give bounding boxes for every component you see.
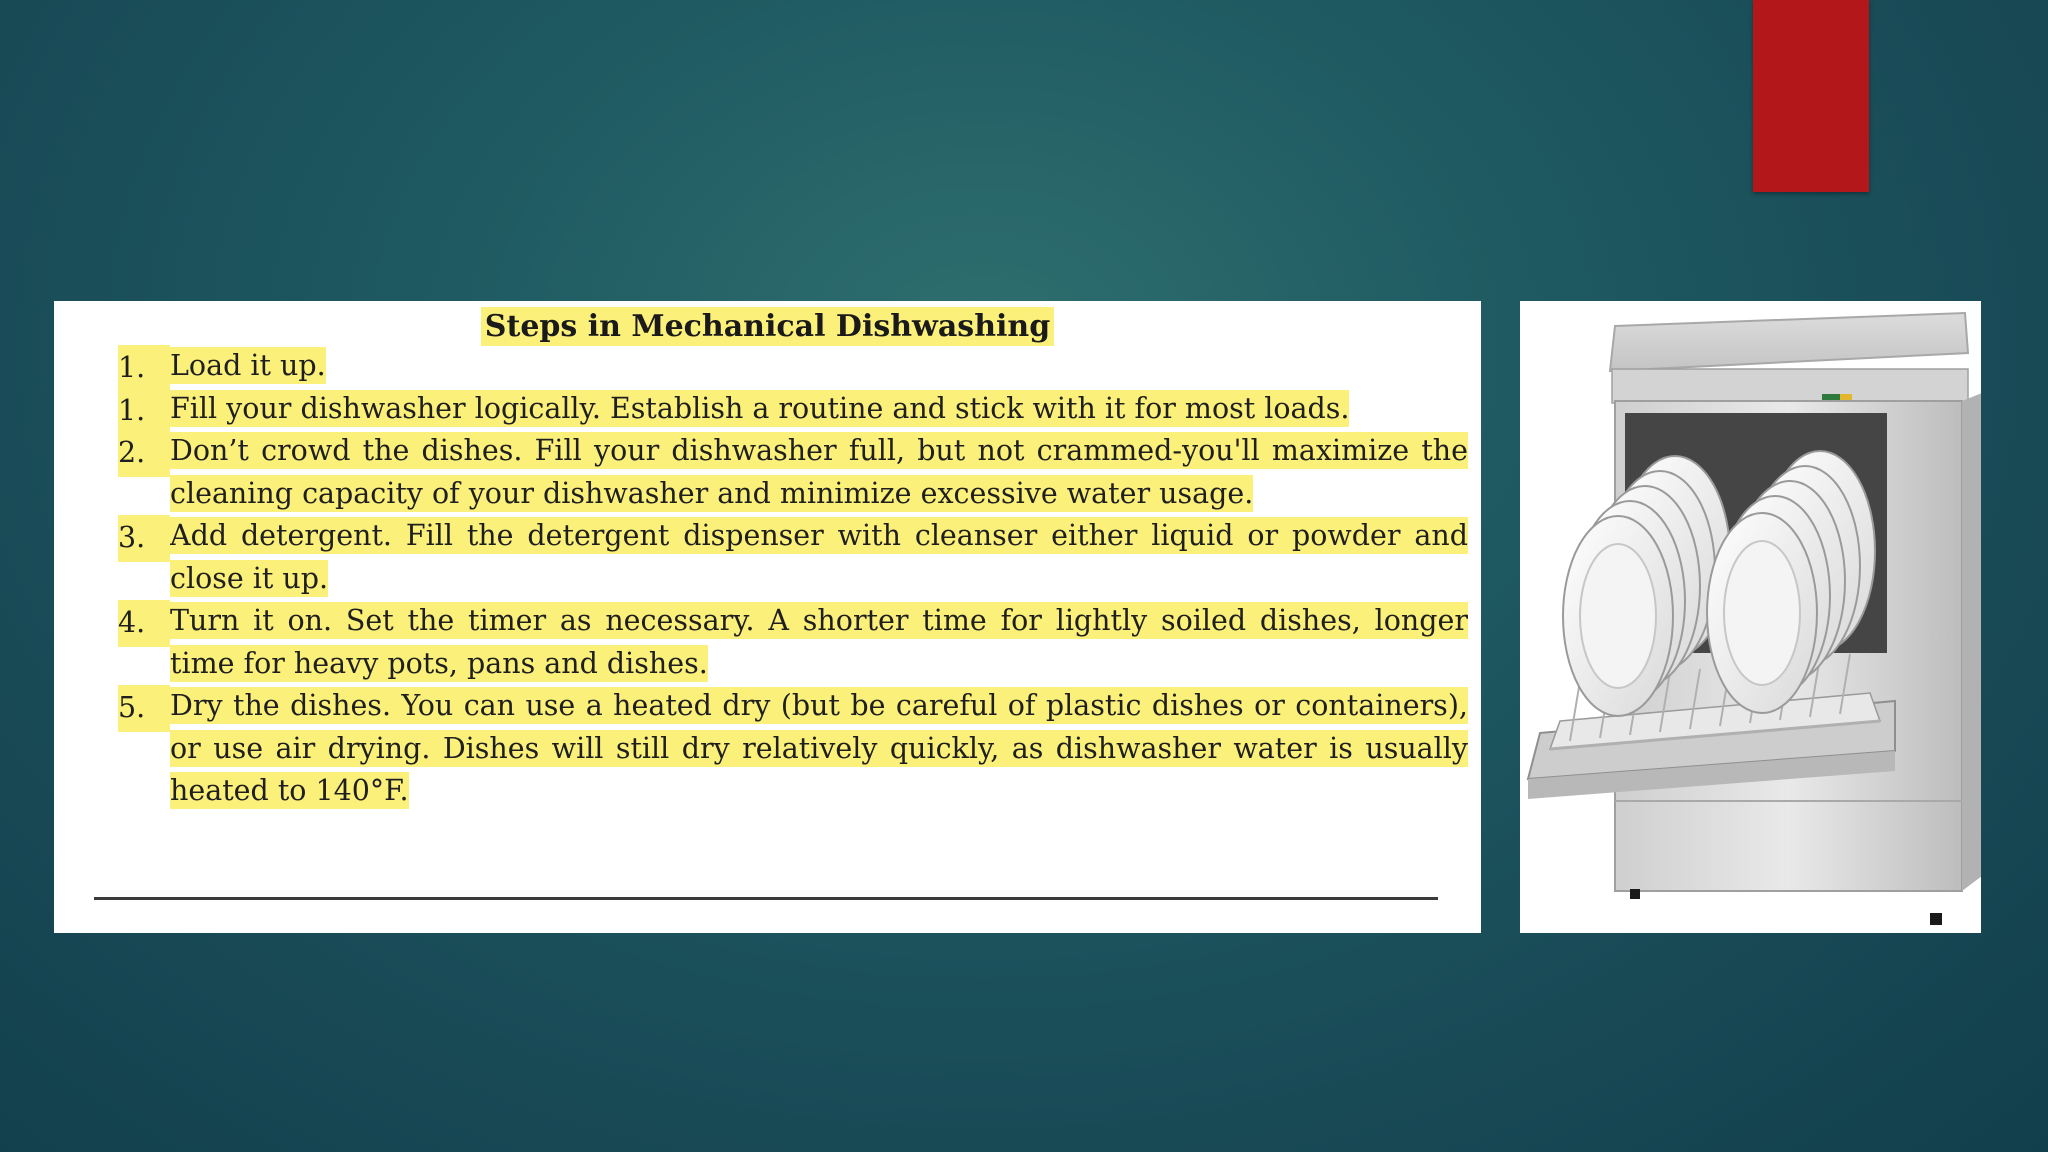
dishwasher-photo xyxy=(1520,301,1981,933)
step-text: Fill your dishwasher logically. Establish a routine and stick with it for most loads. xyxy=(170,391,1350,425)
step-text: Add detergent. Fill the detergent dispenser with cleanser either liquid or powder and close it up. xyxy=(170,519,1468,595)
list-item xyxy=(118,430,1468,515)
step-text: Dry the dishes. You can use a heated dry (but be careful of plastic dishes or containers), or use air drying. Dishes will still dry relatively quickly, as dishwasher water is usually heated to 140°F. xyxy=(170,689,1468,807)
list-item xyxy=(118,515,1468,600)
red-accent-bar xyxy=(1753,0,1869,192)
step-number: 1. xyxy=(118,388,170,435)
step-number: 4. xyxy=(118,600,170,647)
list-item xyxy=(118,685,1468,813)
step-text: Don’t crowd the dishes. Fill your dishwasher full, but not crammed-you'll maximize the cleaning capacity of your dishwasher and minimize excessive water usage. xyxy=(170,434,1468,510)
step-number: 1. xyxy=(118,345,170,392)
document-title: Steps in Mechanical Dishwashing xyxy=(54,309,1481,344)
step-number: 2. xyxy=(118,430,170,477)
step-number: 3. xyxy=(118,515,170,562)
list-item xyxy=(118,388,1468,431)
bottom-rule xyxy=(94,897,1438,900)
step-text: Turn it on. Set the timer as necessary. A shorter time for lightly soiled dishes, longer time for heavy pots, pans and dishes. xyxy=(170,604,1468,680)
document-panel xyxy=(54,301,1481,933)
steps-list xyxy=(118,345,1468,813)
list-item xyxy=(118,600,1468,685)
step-text: Load it up. xyxy=(170,349,326,382)
dishwasher-illustration xyxy=(1520,301,1981,933)
list-item xyxy=(118,345,1468,388)
step-number: 5. xyxy=(118,685,170,732)
